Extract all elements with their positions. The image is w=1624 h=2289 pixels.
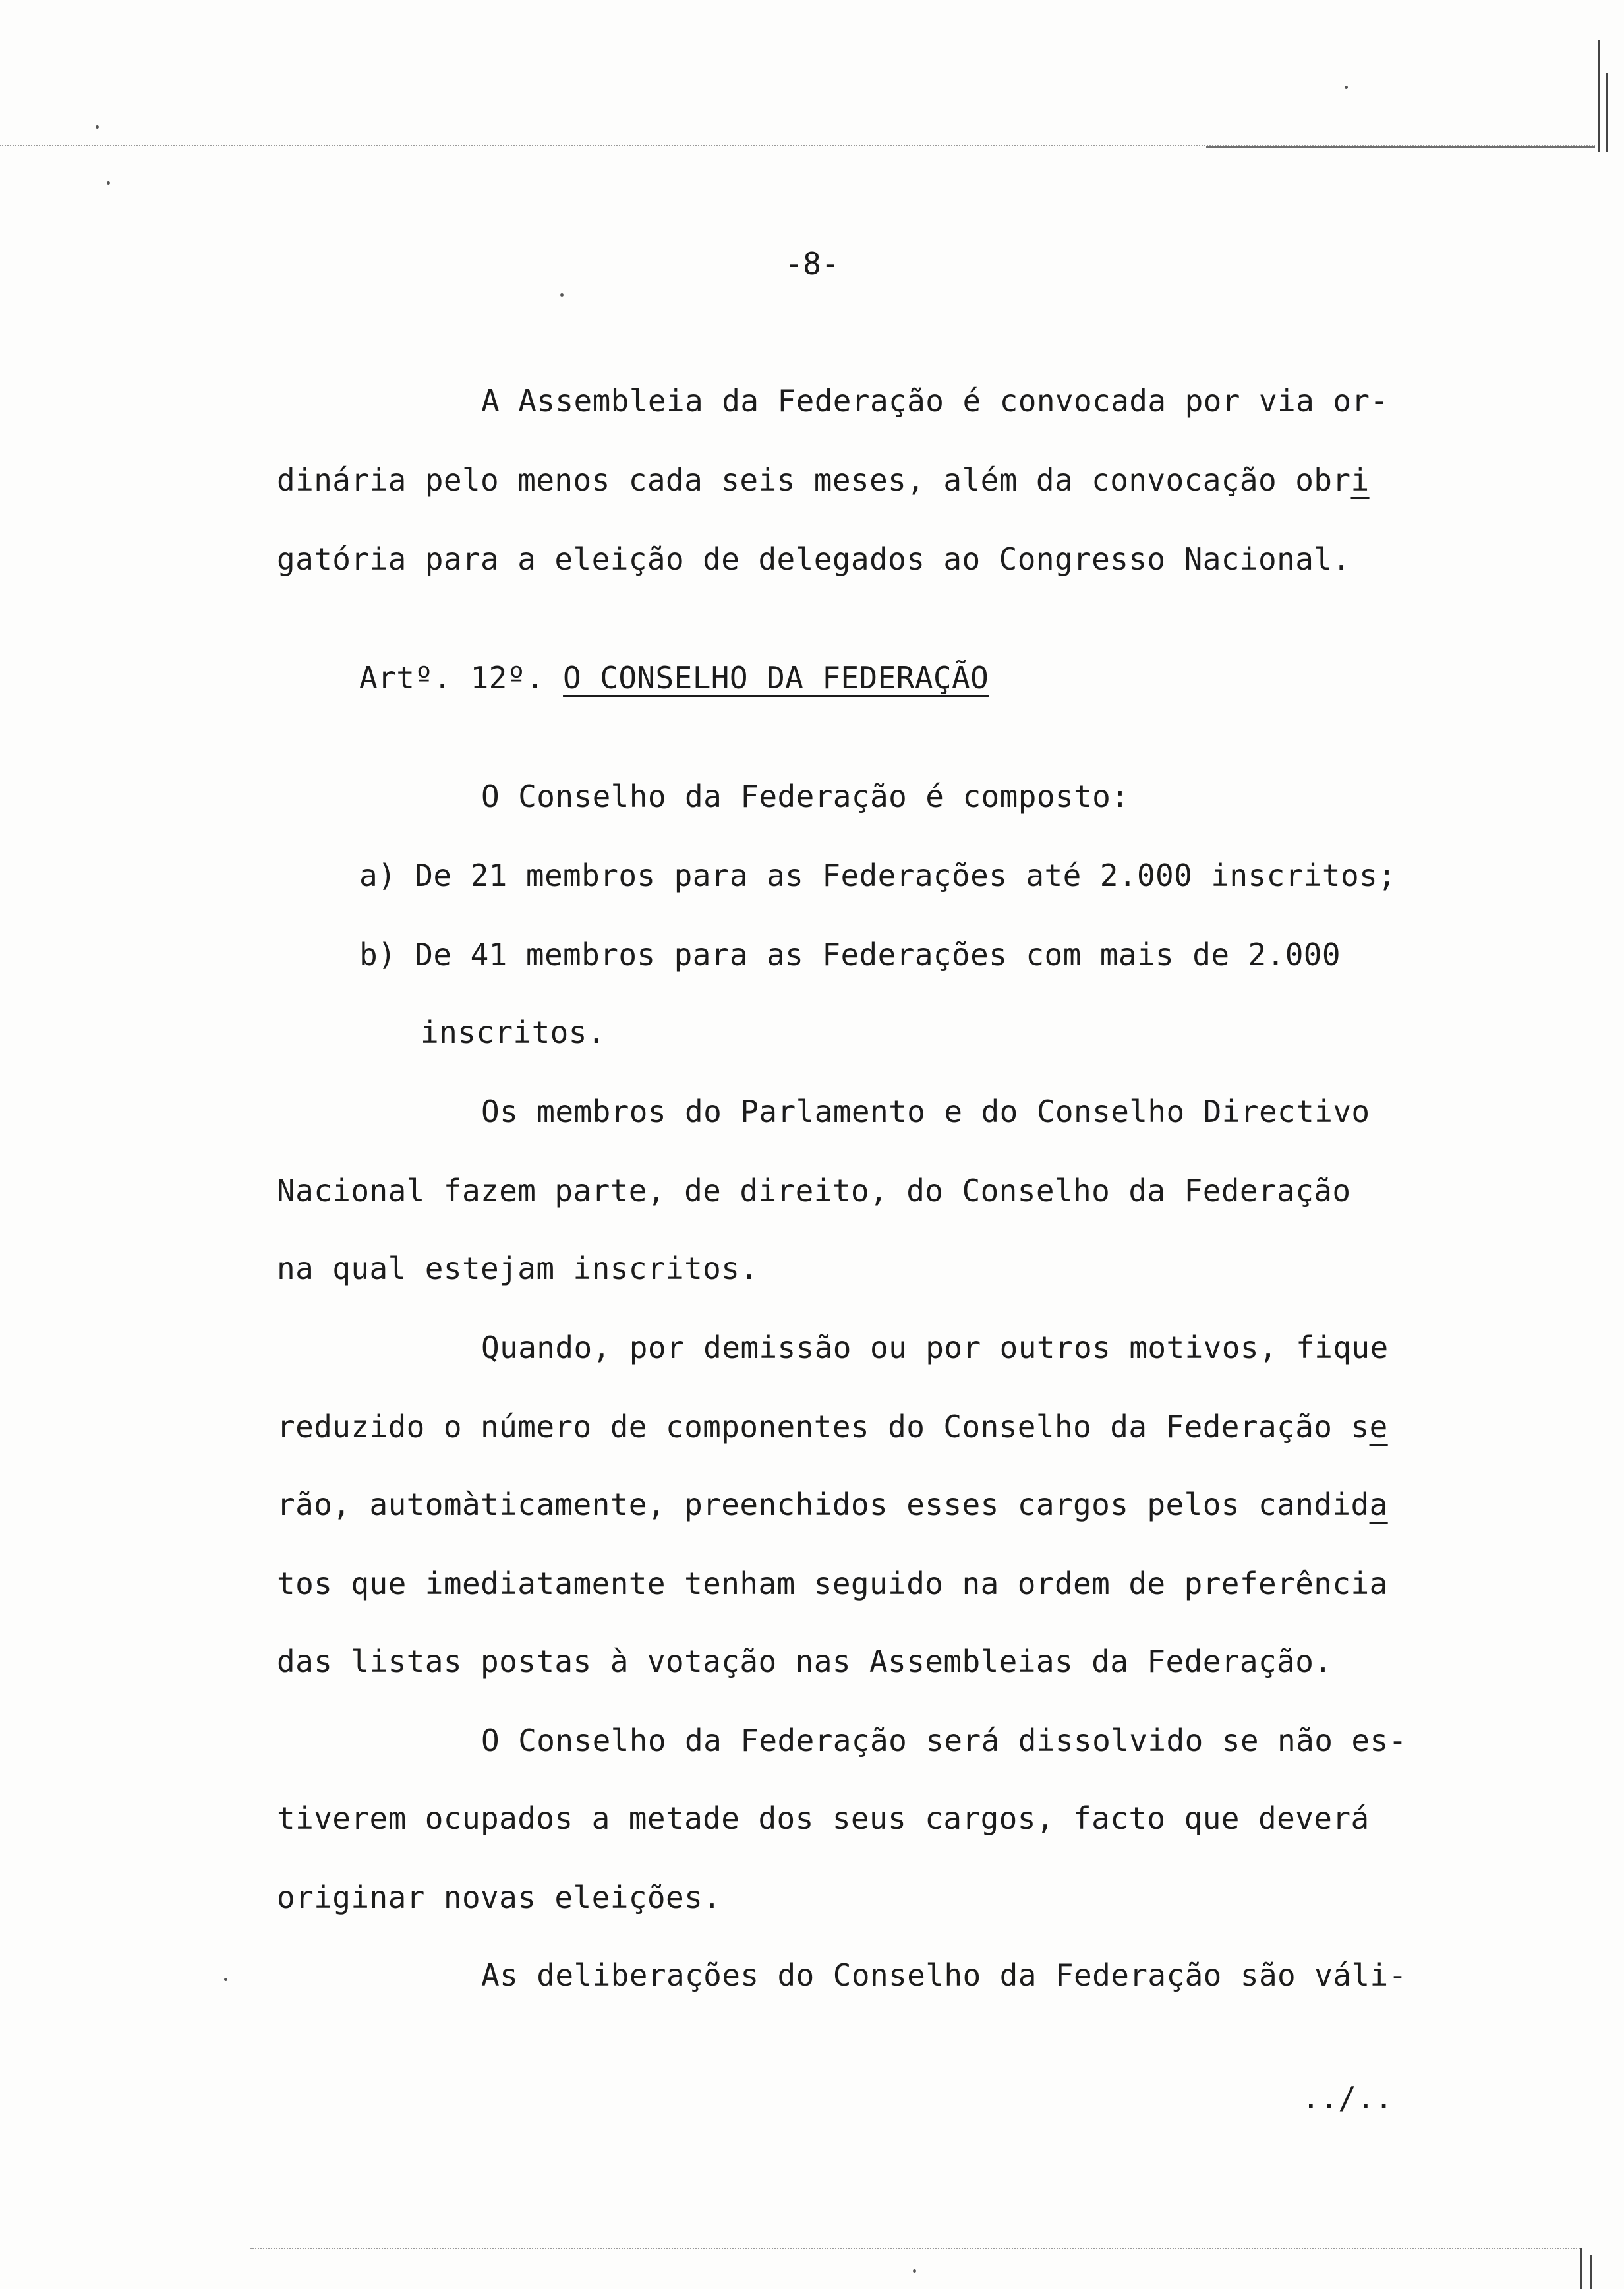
scan-speck xyxy=(96,125,99,129)
text-line xyxy=(277,1249,758,1288)
underlined-text: a xyxy=(1369,1487,1388,1522)
line-text: A Assembleia da Federação é convocada por via or- xyxy=(481,383,1389,419)
line-text: das listas postas à votação nas Assembleias da Federação. xyxy=(277,1644,1333,1679)
scan-right-edge xyxy=(1598,40,1600,152)
text-line xyxy=(481,1328,1389,1367)
line-text: O Conselho da Federação é composto: xyxy=(481,779,1130,814)
line-text: O Conselho da Federação será dissolvido se não es- xyxy=(481,1723,1407,1758)
line-text: b) De 41 membros para as Federações com mais de 2.000 xyxy=(359,937,1341,972)
text-line xyxy=(277,1171,1350,1210)
scan-speck xyxy=(1345,86,1348,89)
text-line xyxy=(277,1485,1388,1524)
text-line xyxy=(481,1955,1407,1995)
list-item-b-cont xyxy=(420,1013,606,1052)
underlined-text: e xyxy=(1369,1409,1388,1444)
continuation-mark: ../.. xyxy=(1302,2080,1393,2116)
line-text: a) De 21 membros para as Federações até 2.000 inscritos; xyxy=(359,858,1397,893)
scan-speck xyxy=(107,181,110,185)
line-text: na qual estejam inscritos. xyxy=(277,1251,759,1286)
underlined-text: O CONSELHO DA FEDERAÇÃO xyxy=(563,660,989,696)
line-text: Artº. 12º. xyxy=(359,660,564,696)
scan-speck xyxy=(224,1978,227,1981)
text-line xyxy=(277,1798,1370,1838)
list-item-a xyxy=(359,856,1396,895)
scan-right-edge-2 xyxy=(1606,73,1608,152)
scan-top-rule xyxy=(1206,146,1595,148)
line-text: Nacional fazem parte, de direito, do Conselho da Federação xyxy=(277,1173,1351,1208)
underlined-text: i xyxy=(1350,462,1370,498)
line-text: originar novas eleições. xyxy=(277,1880,722,1915)
line-text: gatória para a eleição de delegados ao Congresso Nacional. xyxy=(277,541,1351,577)
article-heading xyxy=(359,658,989,698)
list-item-b xyxy=(359,935,1341,974)
text-line xyxy=(277,1564,1388,1603)
line-text: Os membros do Parlamento e do Conselho Directivo xyxy=(481,1094,1370,1129)
text-line xyxy=(277,1642,1332,1681)
text-line xyxy=(277,1407,1388,1446)
line-text: Quando, por demissão ou por outros motivos, fique xyxy=(481,1330,1389,1365)
line-text: dinária pelo menos cada seis meses, além da convocação obr xyxy=(277,462,1351,498)
text-line xyxy=(277,460,1370,500)
line-text: tiverem ocupados a metade dos seus cargos, facto que deverá xyxy=(277,1800,1370,1836)
text-line xyxy=(481,1721,1407,1760)
scan-bottom-line xyxy=(250,2248,1582,2249)
page-number: -8- xyxy=(784,246,840,282)
text-line xyxy=(481,381,1389,421)
scan-bottom-right-edge-2 xyxy=(1590,2255,1592,2289)
line-text: rão, automàticamente, preenchidos esses cargos pelos candid xyxy=(277,1487,1370,1522)
text-line xyxy=(277,539,1350,579)
scan-speck xyxy=(560,293,564,297)
text-line xyxy=(481,777,1129,816)
line-text: tos que imediatamente tenham seguido na ordem de preferência xyxy=(277,1566,1388,1601)
line-text: reduzido o número de componentes do Conselho da Federação s xyxy=(277,1409,1370,1444)
text-line xyxy=(277,1878,721,1917)
scan-bottom-right-edge xyxy=(1580,2248,1582,2289)
text-line xyxy=(481,1092,1370,1131)
line-text: As deliberações do Conselho da Federação são váli- xyxy=(481,1957,1407,1993)
line-text: inscritos. xyxy=(420,1015,606,1050)
scan-speck xyxy=(913,2269,916,2273)
